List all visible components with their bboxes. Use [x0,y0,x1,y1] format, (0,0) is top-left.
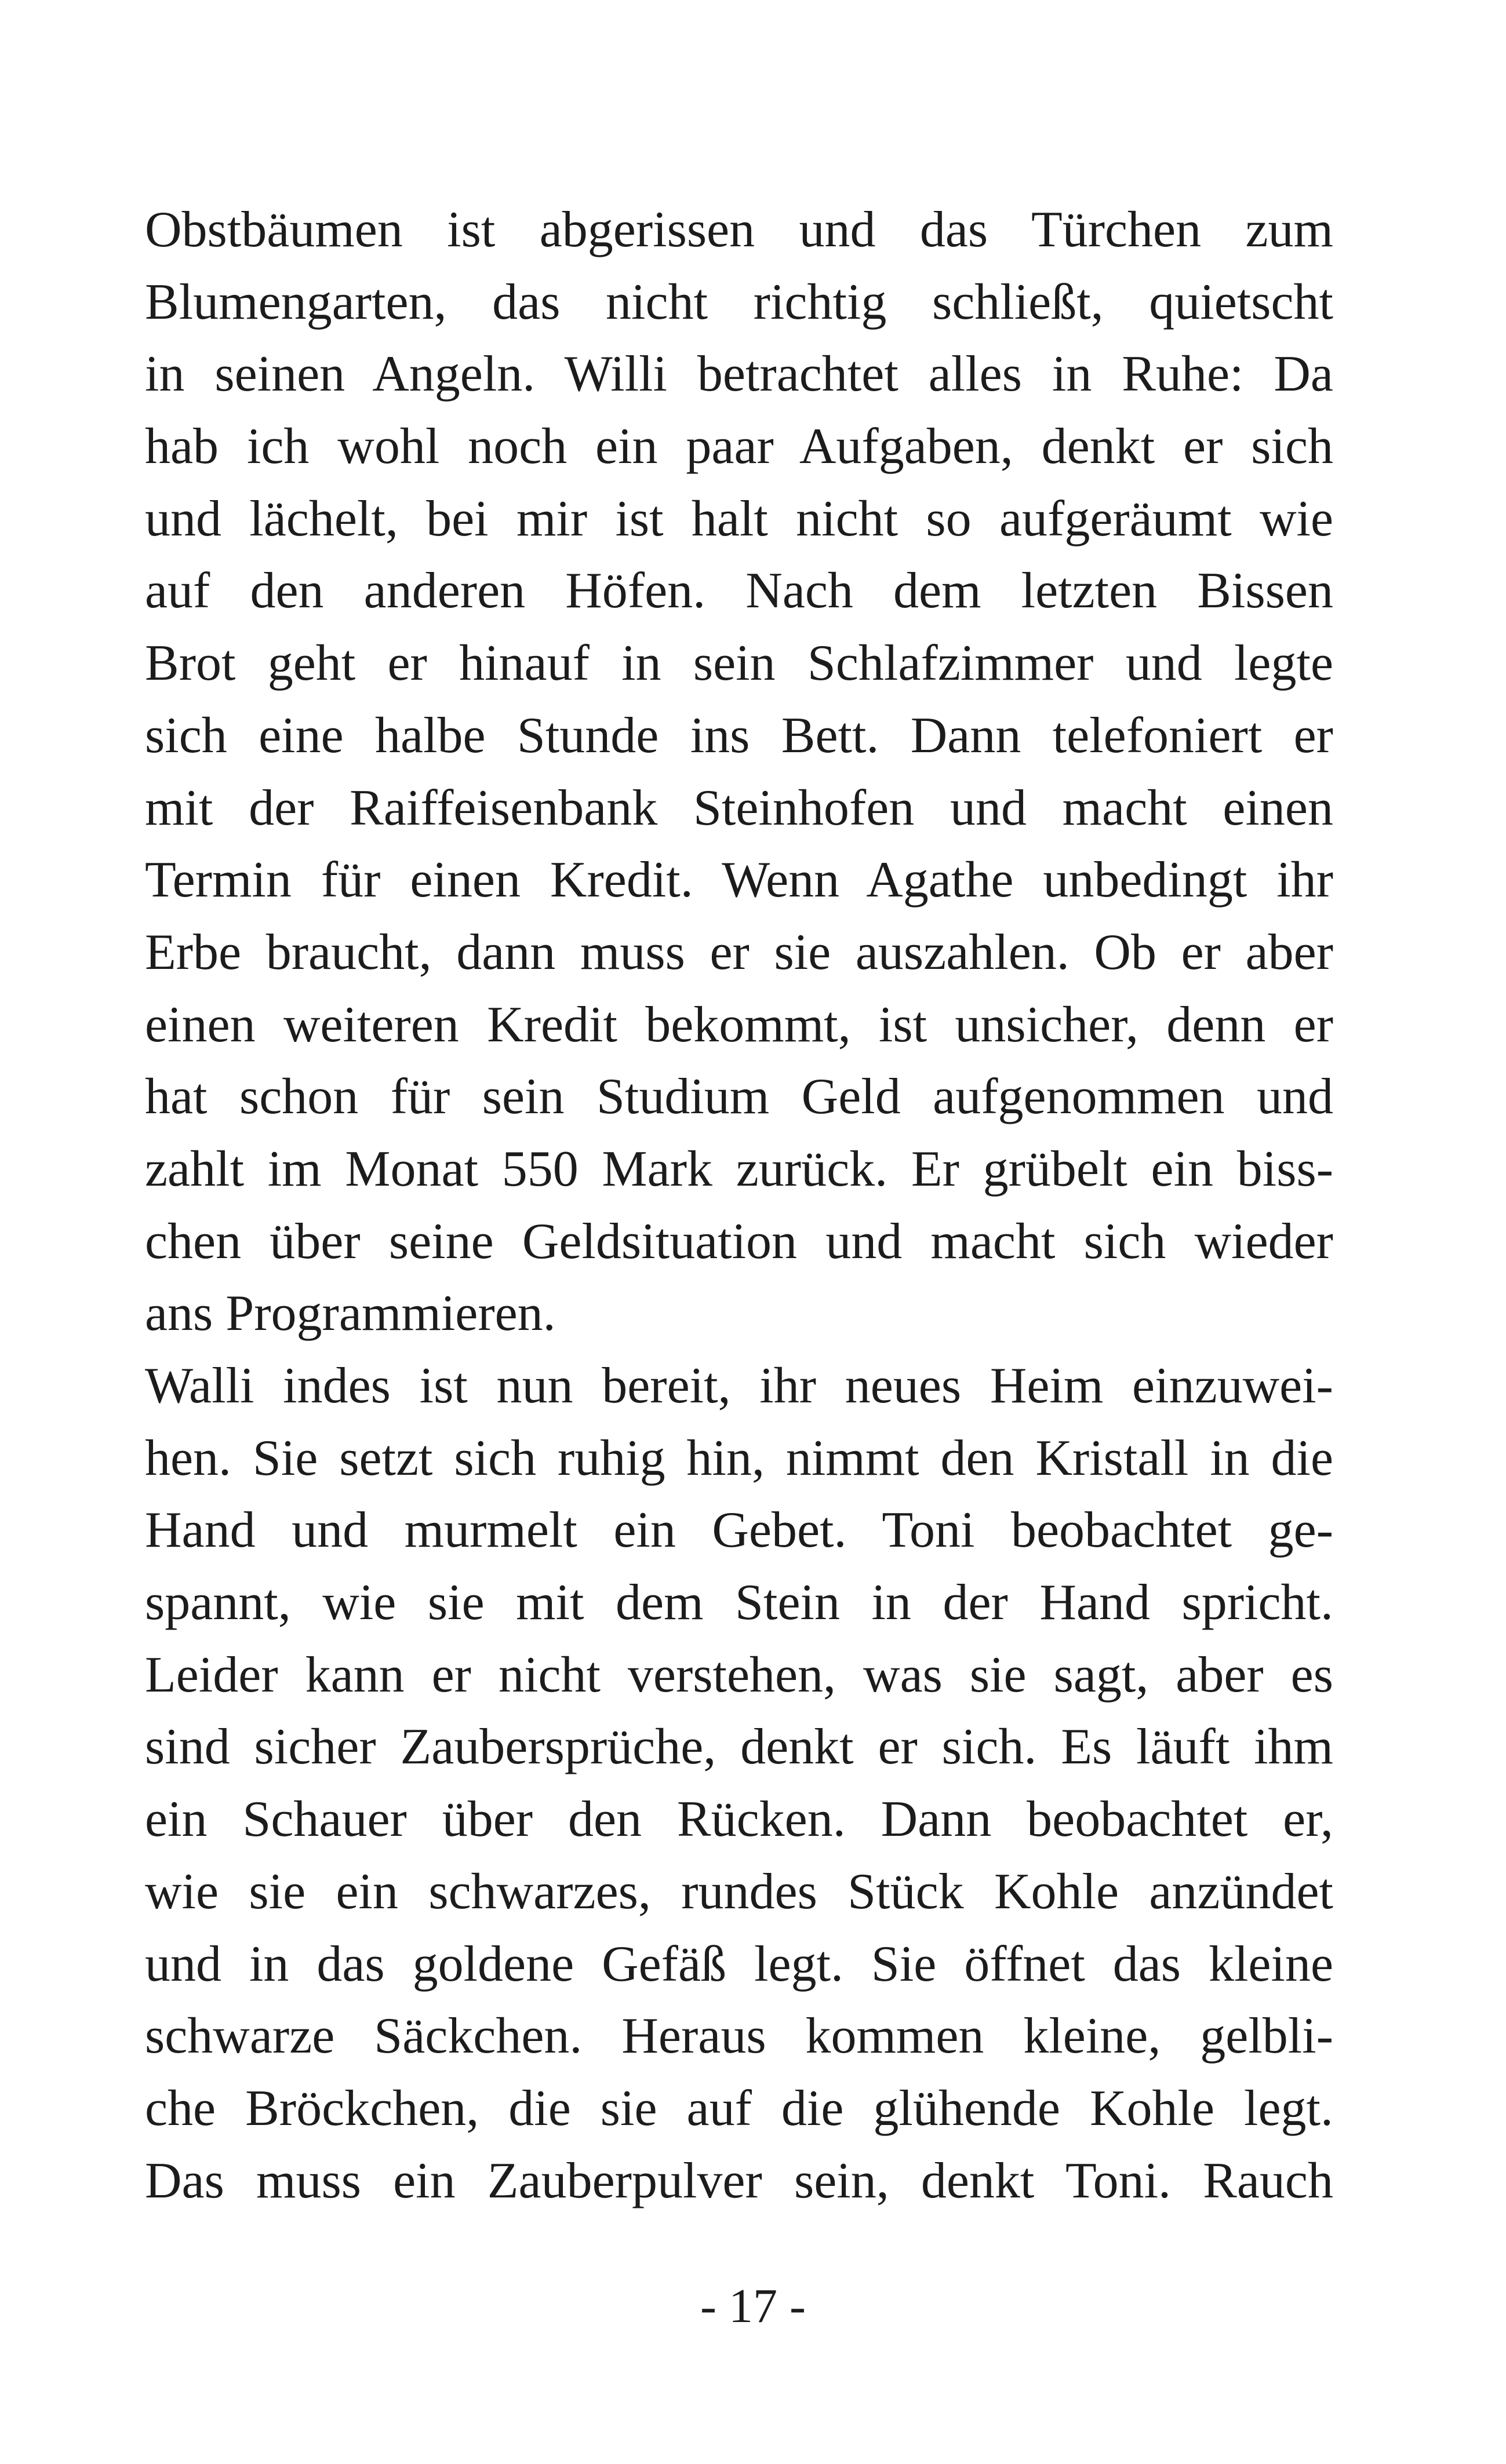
text-line: Leider kann er nicht verstehen, was sie sagt, aber es [145,1646,1333,1703]
text-line: Obstbäumen ist abgerissen und das Türchen zum [145,202,1333,258]
text-line: Blumengarten, das nicht richtig schließt, quietscht [145,274,1333,330]
text-line: auf den anderen Höfen. Nach dem letzten Bissen [145,563,1333,619]
text-line: Erbe braucht, dann muss er sie auszahlen. Ob er aber [145,924,1333,981]
text-line: Termin für einen Kredit. Wenn Agathe unbedingt ihr [145,852,1333,909]
text-line: wie sie ein schwarzes, rundes Stück Kohle anzündet [145,1863,1333,1920]
text-line: chen über seine Geldsituation und macht sich wieder [145,1213,1333,1270]
text-line: sich eine halbe Stunde ins Bett. Dann telefoniert er [145,707,1333,764]
text-line: hab ich wohl noch ein paar Aufgaben, denkt er sich [145,418,1333,475]
text-line: hat schon für sein Studium Geld aufgenommen und [145,1069,1333,1125]
text-line: Brot geht er hinauf in sein Schlafzimmer und legte [145,635,1333,692]
text-line: sind sicher Zaubersprüche, denkt er sich. Es läuft ihm [145,1719,1333,1776]
text-line: in seinen Angeln. Willi betrachtet alles in Ruhe: Da [145,346,1333,403]
text-line: Hand und murmelt ein Gebet. Toni beobachtet ge- [145,1502,1333,1559]
text-line: Das muss ein Zauberpulver sein, denkt Toni. Rauch [145,2152,1333,2209]
text-line: schwarze Säckchen. Heraus kommen kleine, gelbli- [145,2008,1333,2065]
text-line: ans Programmieren. [145,1285,556,1342]
text-line: mit der Raiffeisenbank Steinhofen und macht einen [145,779,1333,836]
text-line: che Bröckchen, die sie auf die glühende Kohle legt. [145,2080,1333,2137]
text-line: Walli indes ist nun bereit, ihr neues Heim einzuwei- [145,1358,1333,1414]
page-number: - 17 - [700,2279,806,2333]
text-line: und lächelt, bei mir ist halt nicht so aufgeräumt wie [145,490,1333,547]
text-line: ein Schauer über den Rücken. Dann beobachtet er, [145,1791,1333,1848]
text-line: spannt, wie sie mit dem Stein in der Hand spricht. [145,1574,1333,1631]
text-line: einen weiteren Kredit bekommt, ist unsicher, denn er [145,996,1333,1053]
text-line: und in das goldene Gefäß legt. Sie öffnet das kleine [145,1936,1333,1992]
body-text [145,194,1333,2217]
text-line: hen. Sie setzt sich ruhig hin, nimmt den Kristall in die [145,1430,1333,1486]
text-line: zahlt im Monat 550 Mark zurück. Er grübelt ein biss- [145,1140,1333,1197]
